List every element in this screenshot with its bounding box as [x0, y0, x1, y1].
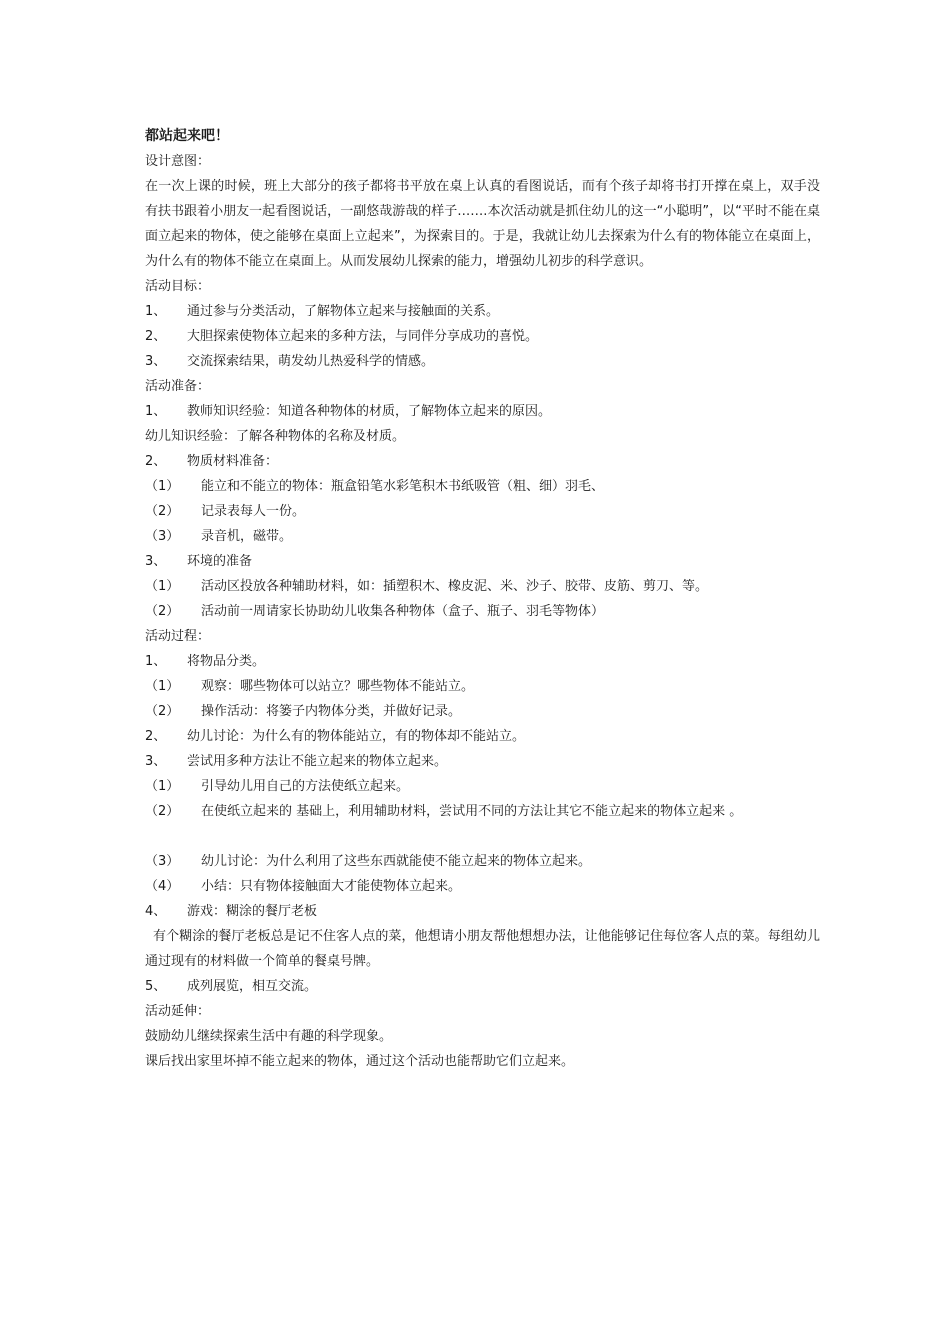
extension-line: 鼓励幼儿继续探索生活中有趣的科学现象。 — [145, 1029, 393, 1044]
prep-subitem: （3） 录音机，磁带。 — [145, 529, 293, 544]
process-substep: （2） 操作活动：将篓子内物体分类，并做好记录。 — [145, 704, 462, 719]
game-description: 有个糊涂的餐厅老板总是记不住客人点的菜，他想请小朋友帮他想想办法，让他能够记住每位客人点的菜。每组幼儿通过现有的材料做一个简单的餐桌号牌。 — [145, 929, 820, 969]
goal-item: 2、 大胆探索使物体立起来的多种方法，与同伴分享成功的喜悦。 — [145, 329, 539, 344]
process-substep: （1） 引导幼儿用自己的方法使纸立起来。 — [145, 779, 410, 794]
prep-subitem: （2） 记录表每人一份。 — [145, 504, 306, 519]
blank-line — [145, 824, 820, 849]
document-page — [145, 124, 820, 1074]
prep-subitem: （1） 能立和不能立的物体：瓶盒铅笔水彩笔积木书纸吸管（粗、细）羽毛、 — [145, 479, 605, 494]
document-title: 都站起来吧！ — [145, 128, 229, 144]
prep-item: 2、 物质材料准备： — [145, 454, 279, 469]
goal-item: 3、 交流探索结果，萌发幼儿热爱科学的情感。 — [145, 354, 435, 369]
prep-heading: 活动准备： — [145, 379, 211, 394]
process-step: 3、 尝试用多种方法让不能立起来的物体立起来。 — [145, 754, 448, 769]
process-substep: （2） 在使纸立起来的 基础上，利用辅助材料，尝试用不同的方法让其它不能立起来的物体立起来 。 — [145, 804, 743, 819]
process-step: 1、 将物品分类。 — [145, 654, 266, 669]
prep-item: 1、 教师知识经验：知道各种物体的材质，了解物体立起来的原因。 — [145, 404, 552, 419]
goals-heading: 活动目标： — [145, 279, 211, 294]
process-substep: （1） 观察：哪些物体可以站立？哪些物体不能站立。 — [145, 679, 475, 694]
child-knowledge: 幼儿知识经验：了解各种物体的名称及材质。 — [145, 429, 406, 444]
prep-item: 3、 环境的准备 — [145, 554, 253, 569]
design-paragraph: 在一次上课的时候，班上大部分的孩子都将书平放在桌上认真的看图说话，而有个孩子却将书打开撑在桌上，双手没有扶书跟着小朋友一起看图说话，一副悠哉游哉的样子…….本次活动就是抓住幼儿的这一“小聪明”，以“平时不能在桌面立起来的物体，使之能够在桌面上立起来”，为探索目的。于是，我就让幼儿去探索为什么有的物体能立在桌面上，为什么有的物体不能立在桌面上。从而发展幼儿探索的能力，增强幼儿初步的科学意识。 — [145, 179, 820, 269]
extension-line: 课后找出家里坏掉不能立起来的物体，通过这个活动也能帮助它们立起来。 — [145, 1054, 575, 1069]
process-substep: （3） 幼儿讨论：为什么利用了这些东西就能使不能立起来的物体立起来。 — [145, 854, 592, 869]
extension-heading: 活动延伸： — [145, 1004, 211, 1019]
prep-subitem: （2） 活动前一周请家长协助幼儿收集各种物体（盒子、瓶子、羽毛等物体） — [145, 604, 605, 619]
prep-subitem: （1） 活动区投放各种辅助材料，如：插塑积木、橡皮泥、米、沙子、胶带、皮筋、剪刀、等。 — [145, 579, 709, 594]
goal-item: 1、 通过参与分类活动，了解物体立起来与接触面的关系。 — [145, 304, 500, 319]
design-heading: 设计意图： — [145, 154, 211, 169]
process-step: 2、 幼儿讨论：为什么有的物体能站立，有的物体却不能站立。 — [145, 729, 526, 744]
process-heading: 活动过程： — [145, 629, 211, 644]
process-substep: （4） 小结：只有物体接触面大才能使物体立起来。 — [145, 879, 462, 894]
process-step: 4、 游戏：糊涂的餐厅老板 — [145, 904, 318, 919]
process-step: 5、 成列展览，相互交流。 — [145, 979, 318, 994]
